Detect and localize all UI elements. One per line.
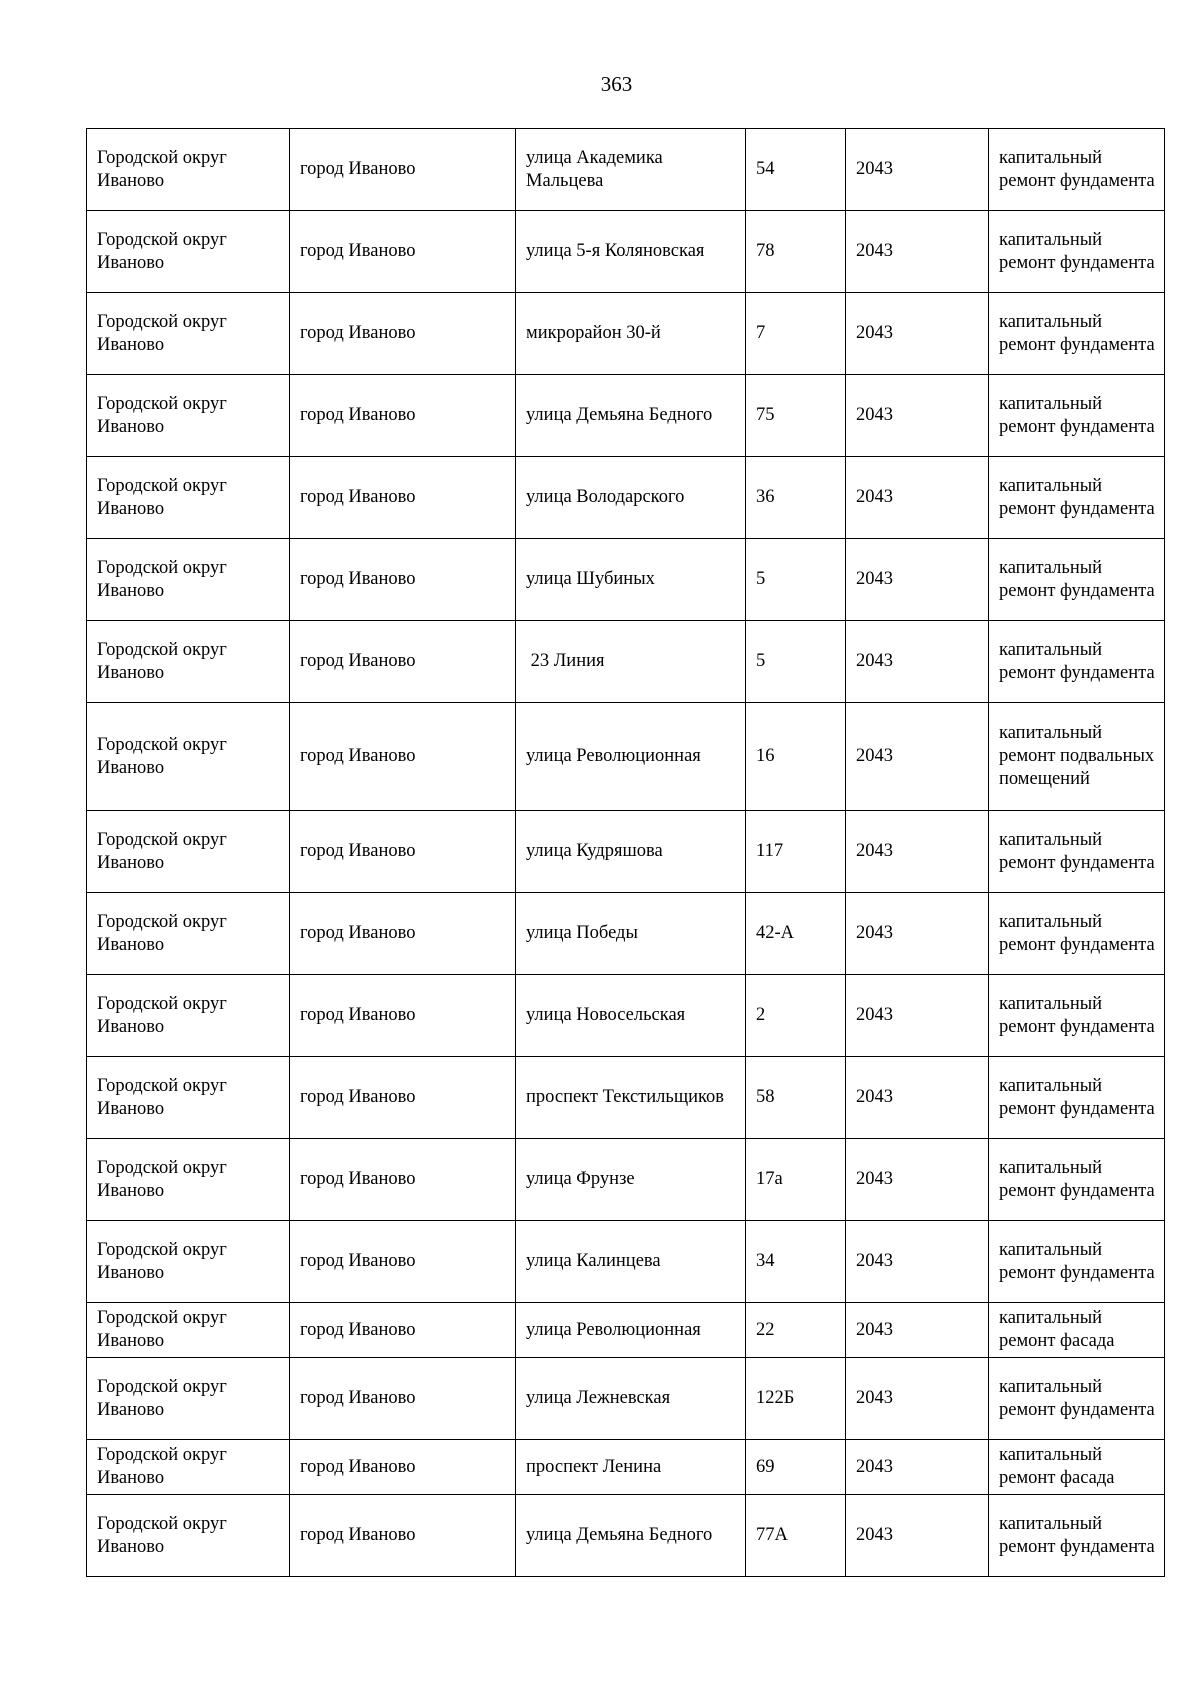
year-cell: 2043 <box>846 1440 989 1495</box>
house-number-cell: 34 <box>746 1221 846 1303</box>
work-type-cell: капитальный ремонт фундамента <box>989 211 1165 293</box>
table-row <box>87 893 1165 975</box>
street-cell: улица Лежневская <box>516 1358 746 1440</box>
street-cell: улица Академика Мальцева <box>516 129 746 211</box>
settlement-cell: город Иваново <box>290 1139 516 1221</box>
district-cell: Городской округ Иваново <box>87 539 290 621</box>
street-cell: улица Калинцева <box>516 1221 746 1303</box>
year-cell: 2043 <box>846 1139 989 1221</box>
settlement-cell: город Иваново <box>290 1057 516 1139</box>
district-cell: Городской округ Иваново <box>87 129 290 211</box>
work-type-cell: капитальный ремонт фундамента <box>989 1221 1165 1303</box>
district-cell: Городской округ Иваново <box>87 211 290 293</box>
district-cell: Городской округ Иваново <box>87 1221 290 1303</box>
page-number: 363 <box>600 72 633 96</box>
house-number-cell: 2 <box>746 975 846 1057</box>
table-row <box>87 293 1165 375</box>
year-cell: 2043 <box>846 893 989 975</box>
year-cell: 2043 <box>846 703 989 811</box>
settlement-cell: город Иваново <box>290 1221 516 1303</box>
district-cell: Городской округ Иваново <box>87 375 290 457</box>
street-cell: улица Победы <box>516 893 746 975</box>
work-type-cell: капитальный ремонт фундамента <box>989 1057 1165 1139</box>
year-cell: 2043 <box>846 1303 989 1358</box>
district-cell: Городской округ Иваново <box>87 1139 290 1221</box>
settlement-cell: город Иваново <box>290 1440 516 1495</box>
table-row <box>87 1057 1165 1139</box>
work-type-cell: капитальный ремонт фундамента <box>989 129 1165 211</box>
year-cell: 2043 <box>846 375 989 457</box>
table-row <box>87 975 1165 1057</box>
table-row <box>87 211 1165 293</box>
street-cell: улица Кудряшова <box>516 811 746 893</box>
table-row <box>87 129 1165 211</box>
house-number-cell: 5 <box>746 621 846 703</box>
street-cell: улица Володарского <box>516 457 746 539</box>
house-number-cell: 58 <box>746 1057 846 1139</box>
year-cell: 2043 <box>846 1495 989 1577</box>
work-type-cell: капитальный ремонт подвальных помещений <box>989 703 1165 811</box>
house-number-cell: 17а <box>746 1139 846 1221</box>
settlement-cell: город Иваново <box>290 703 516 811</box>
house-number-cell: 117 <box>746 811 846 893</box>
table-row <box>87 811 1165 893</box>
work-type-cell: капитальный ремонт фундамента <box>989 975 1165 1057</box>
settlement-cell: город Иваново <box>290 1358 516 1440</box>
street-cell: улица 5-я Коляновская <box>516 211 746 293</box>
work-type-cell: капитальный ремонт фундамента <box>989 893 1165 975</box>
year-cell: 2043 <box>846 1221 989 1303</box>
house-number-cell: 5 <box>746 539 846 621</box>
year-cell: 2043 <box>846 457 989 539</box>
district-cell: Городской округ Иваново <box>87 893 290 975</box>
work-type-cell: капитальный ремонт фундамента <box>989 1358 1165 1440</box>
work-type-cell: капитальный ремонт фундамента <box>989 539 1165 621</box>
district-cell: Городской округ Иваново <box>87 1358 290 1440</box>
settlement-cell: город Иваново <box>290 975 516 1057</box>
street-cell: проспект Текстильщиков <box>516 1057 746 1139</box>
settlement-cell: город Иваново <box>290 129 516 211</box>
year-cell: 2043 <box>846 811 989 893</box>
table-row <box>87 1221 1165 1303</box>
year-cell: 2043 <box>846 129 989 211</box>
district-cell: Городской округ Иваново <box>87 457 290 539</box>
district-cell: Городской округ Иваново <box>87 975 290 1057</box>
district-cell: Городской округ Иваново <box>87 1440 290 1495</box>
year-cell: 2043 <box>846 1358 989 1440</box>
house-number-cell: 75 <box>746 375 846 457</box>
house-number-cell: 42-А <box>746 893 846 975</box>
settlement-cell: город Иваново <box>290 293 516 375</box>
table-row <box>87 1303 1165 1358</box>
house-number-cell: 16 <box>746 703 846 811</box>
work-type-cell: капитальный ремонт фундамента <box>989 1495 1165 1577</box>
district-cell: Городской округ Иваново <box>87 1495 290 1577</box>
house-number-cell: 22 <box>746 1303 846 1358</box>
street-cell: улица Демьяна Бедного <box>516 375 746 457</box>
table-row <box>87 1358 1165 1440</box>
work-type-cell: капитальный ремонт фундамента <box>989 1139 1165 1221</box>
settlement-cell: город Иваново <box>290 375 516 457</box>
house-number-cell: 36 <box>746 457 846 539</box>
district-cell: Городской округ Иваново <box>87 621 290 703</box>
street-cell: улица Демьяна Бедного <box>516 1495 746 1577</box>
house-number-cell: 54 <box>746 129 846 211</box>
table-row <box>87 539 1165 621</box>
year-cell: 2043 <box>846 539 989 621</box>
settlement-cell: город Иваново <box>290 211 516 293</box>
settlement-cell: город Иваново <box>290 539 516 621</box>
house-number-cell: 77А <box>746 1495 846 1577</box>
year-cell: 2043 <box>846 293 989 375</box>
settlement-cell: город Иваново <box>290 457 516 539</box>
year-cell: 2043 <box>846 621 989 703</box>
table-row <box>87 703 1165 811</box>
district-cell: Городской округ Иваново <box>87 703 290 811</box>
work-type-cell: капитальный ремонт фундамента <box>989 811 1165 893</box>
settlement-cell: город Иваново <box>290 1495 516 1577</box>
district-cell: Городской округ Иваново <box>87 811 290 893</box>
year-cell: 2043 <box>846 211 989 293</box>
house-number-cell: 69 <box>746 1440 846 1495</box>
settlement-cell: город Иваново <box>290 893 516 975</box>
street-cell: улица Революционная <box>516 1303 746 1358</box>
work-type-cell: капитальный ремонт фасада <box>989 1440 1165 1495</box>
district-cell: Городской округ Иваново <box>87 1303 290 1358</box>
street-cell: улица Шубиных <box>516 539 746 621</box>
work-type-cell: капитальный ремонт фундамента <box>989 457 1165 539</box>
table-row <box>87 1495 1165 1577</box>
settlement-cell: город Иваново <box>290 1303 516 1358</box>
work-type-cell: капитальный ремонт фундамента <box>989 375 1165 457</box>
settlement-cell: город Иваново <box>290 621 516 703</box>
table-row <box>87 1440 1165 1495</box>
street-cell: улица Фрунзе <box>516 1139 746 1221</box>
street-cell: проспект Ленина <box>516 1440 746 1495</box>
house-number-cell: 7 <box>746 293 846 375</box>
work-type-cell: капитальный ремонт фундамента <box>989 621 1165 703</box>
house-number-cell: 122Б <box>746 1358 846 1440</box>
table-row <box>87 375 1165 457</box>
settlement-cell: город Иваново <box>290 811 516 893</box>
year-cell: 2043 <box>846 1057 989 1139</box>
work-type-cell: капитальный ремонт фундамента <box>989 293 1165 375</box>
repair-schedule-table <box>86 128 1165 1577</box>
street-cell: улица Новосельская <box>516 975 746 1057</box>
table-row <box>87 457 1165 539</box>
district-cell: Городской округ Иваново <box>87 1057 290 1139</box>
work-type-cell: капитальный ремонт фасада <box>989 1303 1165 1358</box>
street-cell: 23 Линия <box>516 621 746 703</box>
table-row <box>87 621 1165 703</box>
street-cell: микрорайон 30-й <box>516 293 746 375</box>
house-number-cell: 78 <box>746 211 846 293</box>
district-cell: Городской округ Иваново <box>87 293 290 375</box>
year-cell: 2043 <box>846 975 989 1057</box>
table-row <box>87 1139 1165 1221</box>
street-cell: улица Революционная <box>516 703 746 811</box>
